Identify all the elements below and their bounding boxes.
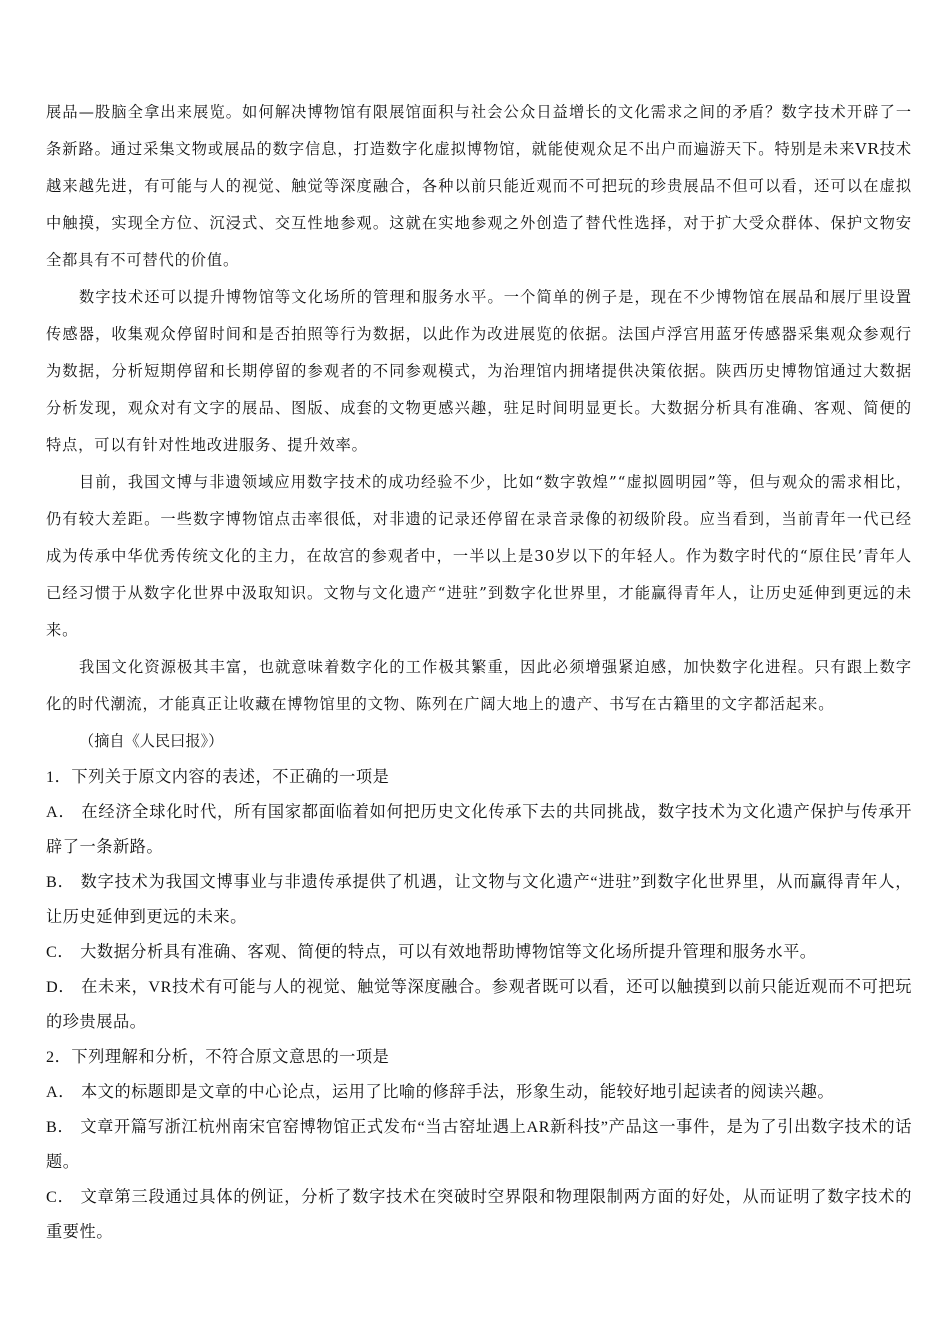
question-stem: 2．下列理解和分析，不符合原文意思的一项是	[46, 1048, 390, 1066]
option-letter: C．	[46, 943, 75, 961]
option-text: 文章第三段通过具体的例证，分析了数字技术在突破时空界限和物理限制两方面的好处，从而证明了数字技术的重要性。	[46, 1188, 912, 1241]
option-a	[46, 1075, 912, 1110]
option-letter: D．	[46, 978, 76, 996]
option-letter: B．	[46, 1118, 75, 1136]
option-letter: C．	[46, 1188, 75, 1206]
option-letter: B．	[46, 873, 75, 891]
article-paragraph: 目前，我国文博与非遗领域应用数字技术的成功经验不少，比如“数字敦煌”“虚拟圆明园”等，但与观众的需求相比，仍有较大差距。一些数字博物馆点击率很低，对非遗的记录还停留在录音录像的初级阶段。应当看到，当前青年一代已经成为传承中华优秀传统文化的主力，在故宫的参观者中，一半以上是30岁以下的年轻人。作为数字时代的“原住民’青年人已经习惯于从数字化世界中汲取知识。文物与文化遗产“进驻”到数字化世界里，才能赢得青年人，让历史延伸到更远的未来。	[46, 473, 912, 639]
article-paragraph: 数字技术还可以提升博物馆等文化场所的管理和服务水平。一个简单的例子是，现在不少博物馆在展品和展厅里设置传感器，收集观众停留时间和是否拍照等行为数据，以此作为改进展览的依据。法国卢浮宫用蓝牙传感器采集观众参观行为数据，分析短期停留和长期停留的参观者的不同参观模式，为治理馆内拥堵提供决策依据。陕西历史博物馆通过大数据分析发现，观众对有文字的展品、图版、成套的文物更感兴趣，驻足时间明显更长。大数据分析具有准确、客观、简便的特点，可以有针对性地改进服务、提升效率。	[46, 288, 912, 454]
option-text: 文章开篇写浙江杭州南宋官窑博物馆正式发布“当古窑址遇上AR新科技”产品这一事件，是为了引出数字技术的话题。	[46, 1118, 912, 1171]
document-page	[46, 94, 912, 1250]
option-text: 数字技术为我国文博事业与非遗传承提供了机遇，让文物与文化遗产“进驻”到数字化世界里，从而赢得青年人，让历史延伸到更远的未来。	[46, 873, 912, 926]
option-b	[46, 865, 912, 935]
option-c	[46, 1180, 912, 1250]
article-paragraph: 展品—股脑全拿出来展览。如何解决博物馆有限展馆面积与社会公众日益增长的文化需求之间的矛盾？数字技术开辟了一条新路。通过采集文物或展品的数字信息，打造数字化虚拟博物馆，就能使观众足不出户而遍游天下。特别是未来VR技术越来越先进，有可能与人的视觉、触觉等深度融合，各种以前只能近观而不可把玩的珍贵展品不但可以看，还可以在虚拟中触摸，实现全方位、沉浸式、交互性地参观。这就在实地参观之外创造了替代性选择，对于扩大受众群体、保护文物安全都具有不可替代的价值。	[46, 103, 912, 269]
option-b	[46, 1110, 912, 1180]
option-c	[46, 935, 912, 970]
option-a	[46, 795, 912, 865]
option-text: 本文的标题即是文章的中心论点，运用了比喻的修辞手法，形象生动，能较好地引起读者的阅读兴趣。	[80, 1083, 835, 1101]
question-2	[46, 1040, 912, 1250]
option-letter: A．	[46, 803, 76, 821]
article-paragraph: 我国文化资源极其丰富，也就意味着数字化的工作极其繁重，因此必须增强紧迫感，加快数字化进程。只有跟上数字化的时代潮流，才能真正让收藏在博物馆里的文物、陈列在广阔大地上的遗产、书写在古籍里的文字都活起来。	[46, 658, 912, 713]
question-stem: 1．下列关于原文内容的表述，不正确的一项是	[46, 768, 390, 786]
option-text: 在未来，VR技术有可能与人的视觉、触觉等深度融合。参观者既可以看，还可以触摸到以前只能近观而不可把玩的珍贵展品。	[46, 978, 912, 1031]
article-source: （摘自《人民曰报》）	[79, 732, 224, 750]
option-text: 在经济全球化时代，所有国家都面临着如何把历史文化传承下去的共同挑战，数字技术为文化遗产保护与传承开辟了一条新路。	[46, 803, 912, 856]
option-letter: A．	[46, 1083, 75, 1101]
question-1	[46, 760, 912, 1040]
option-text: 大数据分析具有准确、客观、简便的特点，可以有效地帮助博物馆等文化场所提升管理和服务水平。	[80, 943, 817, 961]
option-d	[46, 970, 912, 1040]
